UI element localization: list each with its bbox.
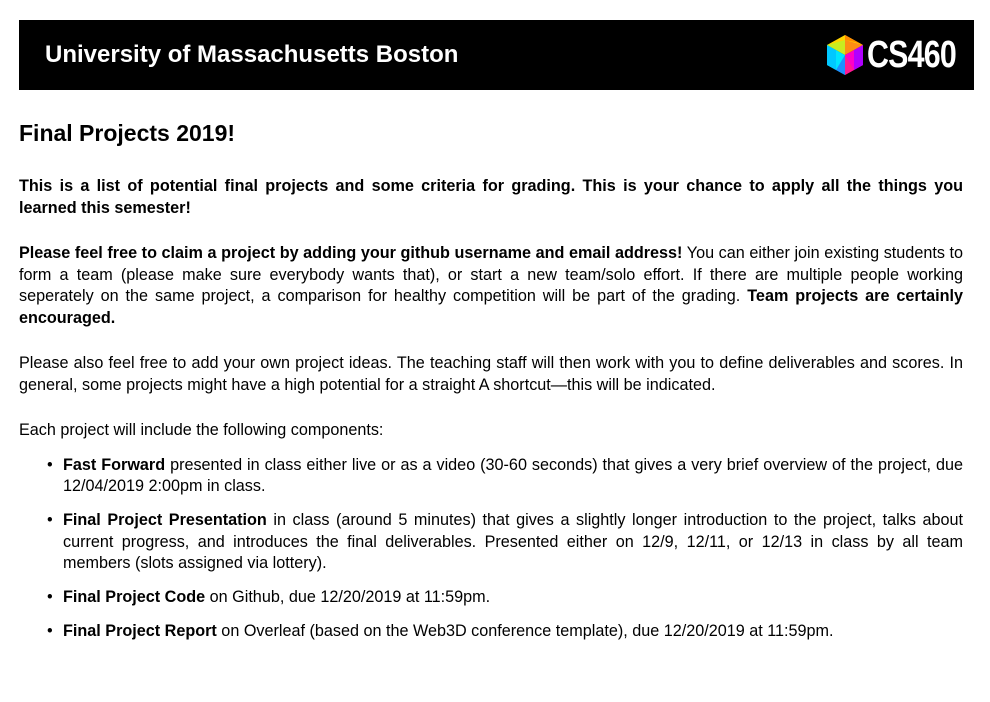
- claim-body: You can either join existing students to form a team (please make sure everybody wants that), or start a new team/solo effort. If there are multiple people working seperately on the same project, a comparison for healthy competition will be part of the grading.: [19, 244, 964, 305]
- claim-tail: Team projects are certainly encouraged.: [19, 287, 963, 327]
- page-content: [19, 118, 963, 655]
- list-item: [47, 510, 963, 575]
- list-item: [47, 621, 963, 643]
- intro-paragraph: This is a list of potential final projects and some criteria for grading. This is your chance to apply all the things you learned this semester!: [19, 177, 963, 217]
- bullet-icon: •: [47, 588, 53, 606]
- component-name: Fast Forward: [63, 455, 166, 474]
- bullet-icon: •: [47, 511, 53, 529]
- ideas-paragraph: Please also feel free to add your own project ideas. The teaching staff will then work with you to define deliverables and scores. In general, some projects might have a high potential for a straight A shortcut—this will be indicated.: [19, 354, 963, 394]
- component-desc: in class (around 5 minutes) that gives a slightly longer introduction to the project, talks about current progress, and introduces the final deliverables. Presented either on 12/9, 12/11, or 12/13 in class by all team members (slots assigned via lottery).: [63, 511, 963, 572]
- component-name: Final Project Presentation: [63, 511, 267, 529]
- claim-paragraph: [19, 243, 963, 329]
- component-name: Final Project Code: [63, 588, 206, 606]
- university-title: University of Massachusetts Boston: [45, 41, 459, 68]
- claim-lead: Please feel free to claim a project by adding your github username and email address!: [19, 244, 683, 262]
- component-name: Final Project Report: [63, 622, 217, 640]
- page-title: Final Projects 2019!: [19, 120, 236, 146]
- cs460-logo: [825, 34, 955, 76]
- components-intro: Each project will include the following components:: [19, 421, 384, 439]
- component-desc: on Github, due 12/20/2019 at 11:59pm.: [205, 588, 491, 606]
- bullet-icon: •: [47, 455, 53, 474]
- rgb-cube-icon: [825, 34, 865, 76]
- list-item: [47, 455, 964, 498]
- component-desc: presented in class either live or as a video (30-60 seconds) that gives a very brief overview of the project, due 12/04/2019 2:00pm in class.: [63, 455, 964, 495]
- header-banner: [19, 20, 974, 90]
- component-desc: on Overleaf (based on the Web3D conference template), due 12/20/2019 at 11:59pm.: [216, 622, 834, 640]
- components-list: [19, 455, 963, 643]
- logo-text: CS460: [867, 34, 956, 76]
- bullet-icon: •: [47, 622, 53, 640]
- list-item: [47, 587, 963, 609]
